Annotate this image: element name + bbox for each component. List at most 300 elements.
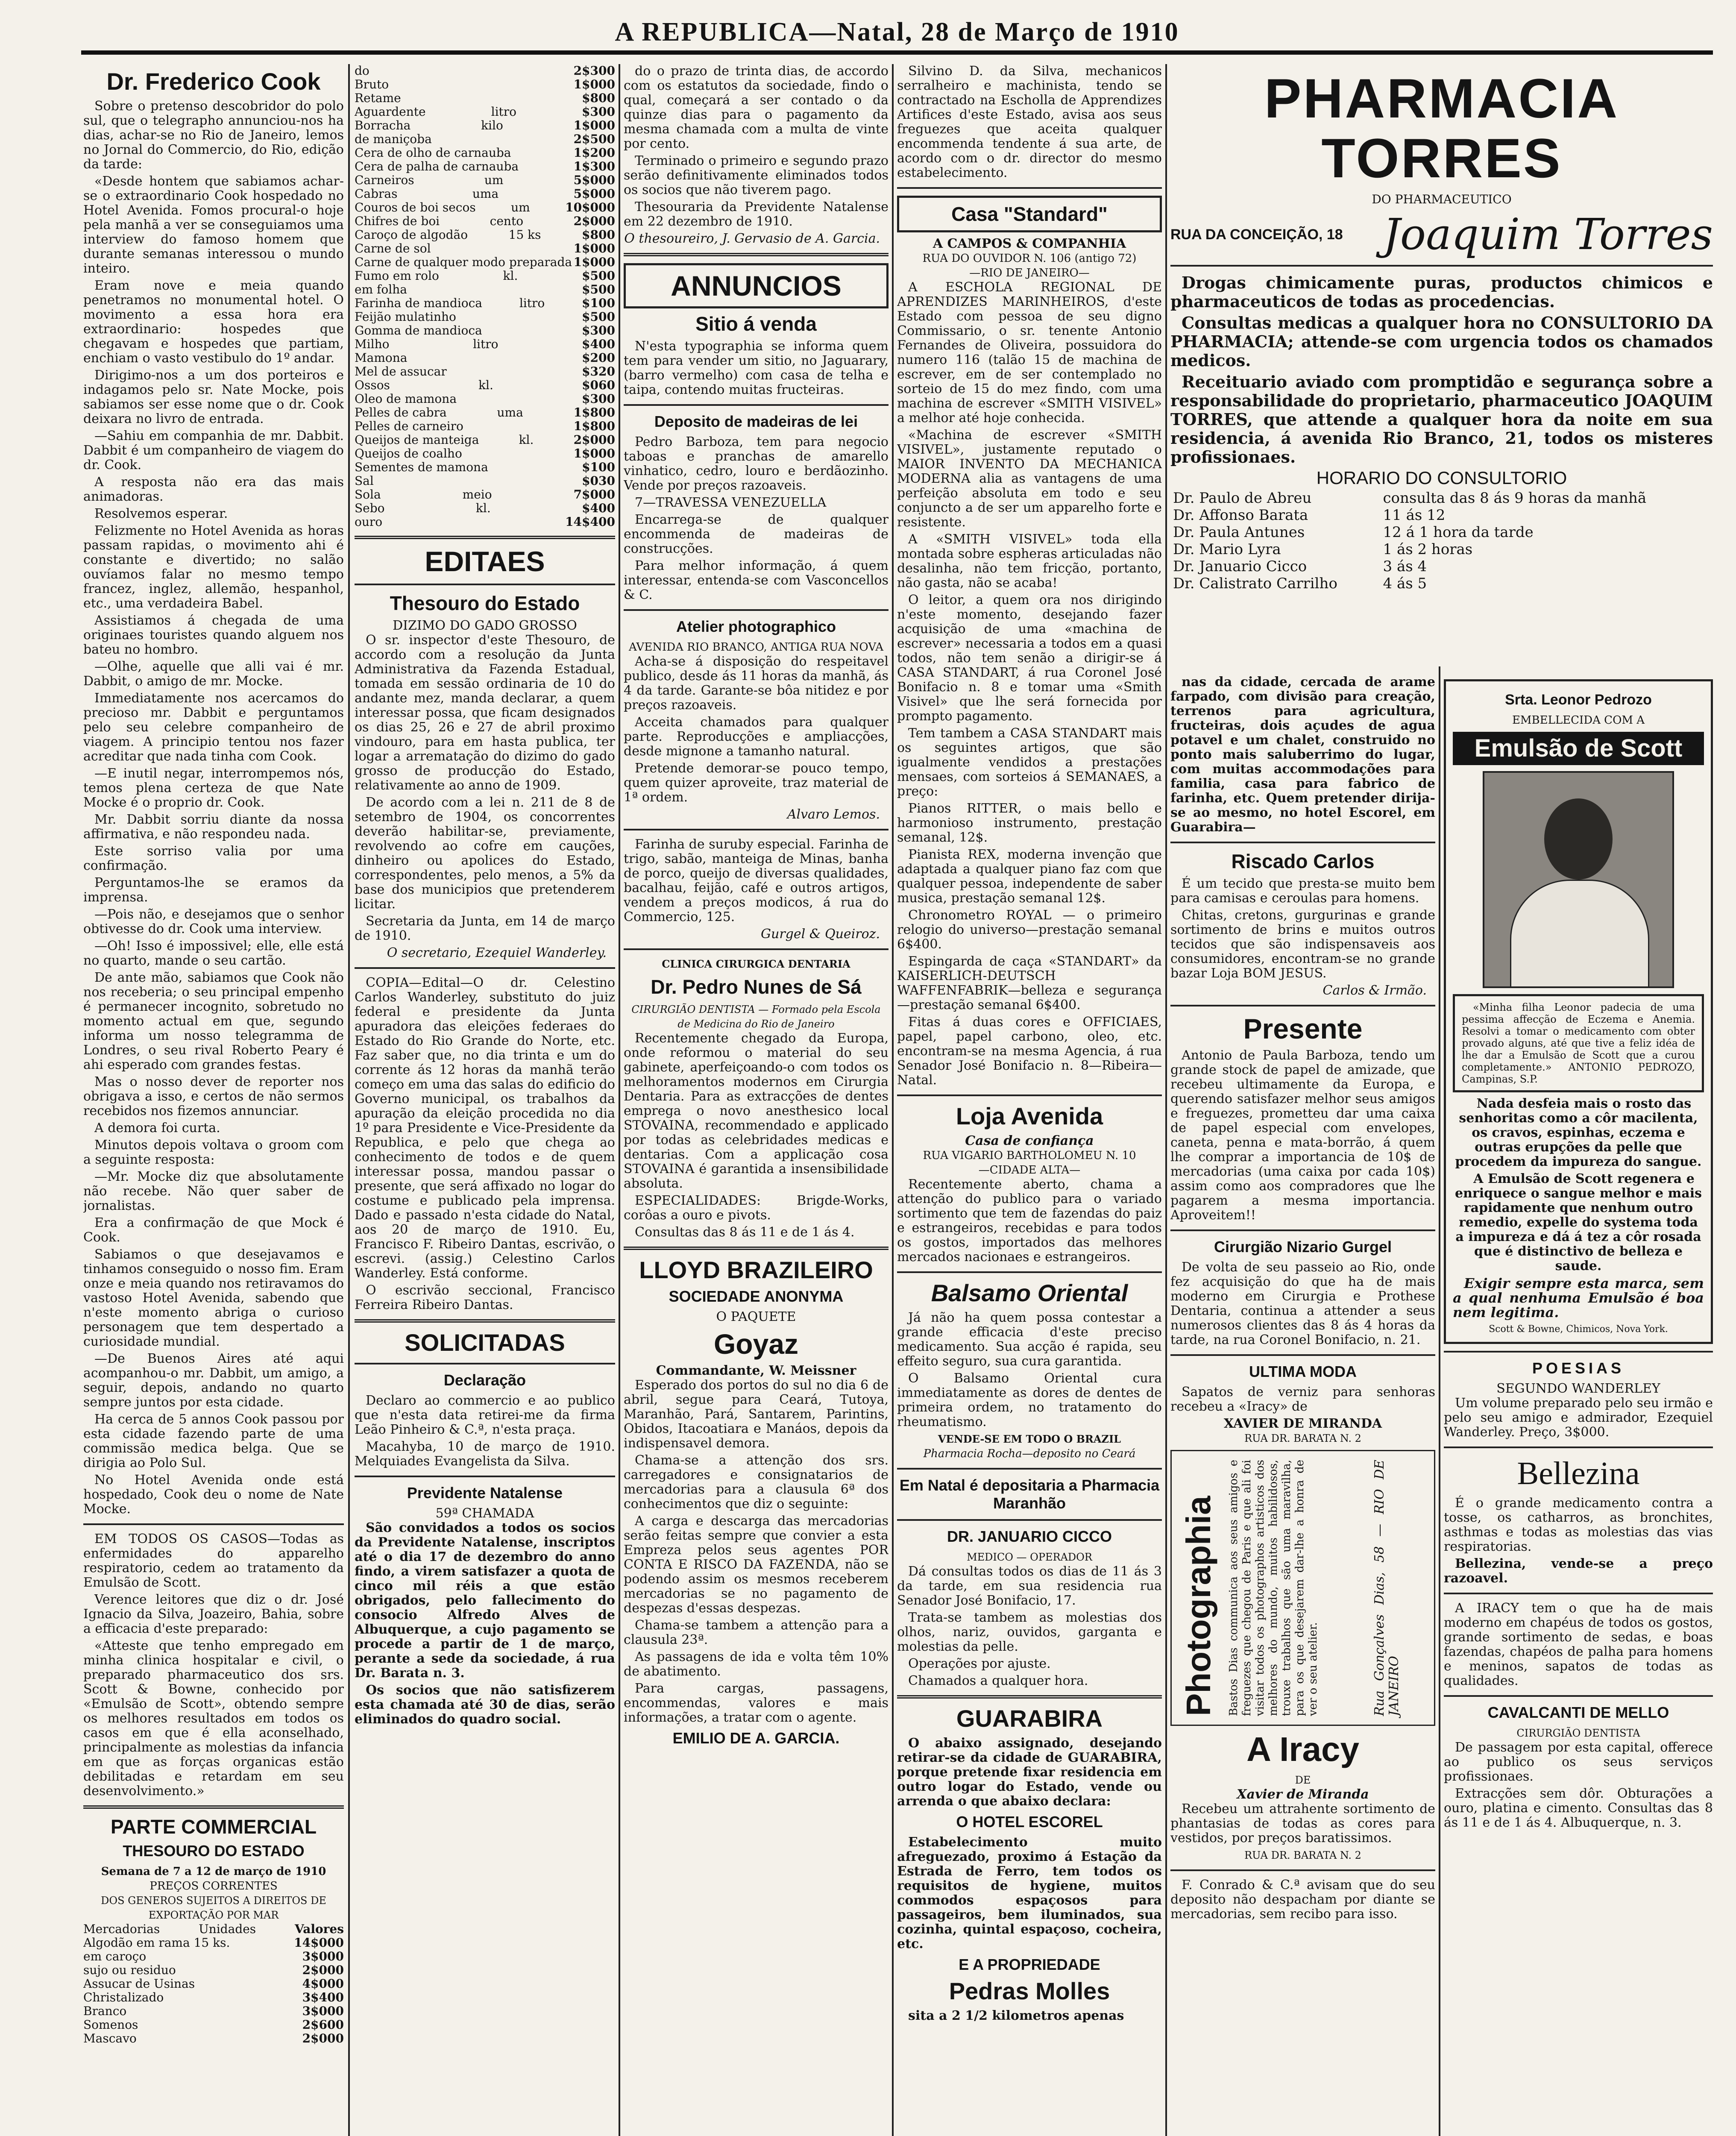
price-item: Queijos de coalho (355, 446, 462, 461)
price-value: 1$000 (573, 118, 615, 132)
deposito-heading: Deposito de madeiras de lei (654, 413, 858, 430)
price-row (355, 228, 615, 242)
divider (897, 1094, 1162, 1096)
standard-city: —RIO DE JANEIRO— (969, 267, 1090, 279)
divider (1170, 1354, 1435, 1356)
price-item: Branco (83, 2004, 127, 2018)
standard-address: RUA DO OUVIDOR N. 106 (antigo 72) (922, 252, 1137, 265)
price-item: sujo ou residuo (83, 1963, 176, 1977)
paragraph: COPIA—Edital—O dr. Celestino Carlos Wanderley, substituto do juiz federal e presidente da Junta apuradora das eleições federaes do Estado do Rio Grande do Norte, etc. Faz saber que, no dia trinta e um do corrente ás 12 horas da manhã terão começo em uma das salas do edificio do Governo municipal, os trabalhos da apuração da eleição procedida no dia 1º para Presidente e Vice-Presidente da Republica, e pelo que chega ao conhecimento de todos e de quem interessar possa, mandou passar o presente, que será affixado no logar do costume e publicado pela imprensa. Dado e passado n'esta cidade do Natal, aos 20 de março de 1910. Eu, Francisco F. Ribeiro Dantas, escrivão, o escrevi. (assig.) Celestino Carlos Wanderley. Está conforme. (355, 975, 615, 1281)
price-item: Mamona (355, 351, 408, 365)
paragraph: Os socios que não satisfizerem esta chamada até 30 de dias, serão eliminados do quadro social. (355, 1683, 615, 1727)
paragraph: —De Buenos Aires até aqui acompanhou-o mr. Dabbit, um amigo, a seguir, depois, andando no quarto sempre juntos por esta cidade. (83, 1351, 344, 1410)
portrait-dress (1510, 880, 1649, 988)
riscado-body (1170, 877, 1435, 981)
divider (1170, 265, 1713, 267)
loja-city: —CIDADE ALTA— (978, 1164, 1081, 1177)
price-row (355, 337, 615, 351)
price-item: de maniçoba (355, 132, 432, 146)
paragraph: do o prazo de trinta dias, de accordo com os estatutos da sociedade, findo o qual, começará a ser contado o da quinze dias para o pagamento da mesma chamada com a multa de vinte por cento. (624, 64, 889, 151)
pharmacia-ad (1170, 64, 1713, 671)
solicitadas-heading: SOLICITADAS (405, 1329, 565, 1356)
price-value: 2$300 (573, 64, 615, 78)
riscado-heading: Riscado Carlos (1231, 850, 1375, 872)
paragraph: Resolvemos esperar. (94, 506, 228, 521)
horario-name: Dr. Januario Cicco (1173, 558, 1307, 575)
price-row (355, 173, 615, 187)
iracy-of: DE (1295, 1774, 1311, 1786)
price-row (355, 269, 615, 283)
price-value: 1$800 (573, 405, 615, 420)
price-unit: kl. (519, 433, 534, 447)
price-item: Ossos (355, 378, 390, 392)
paragraph: Acceita chamados para qualquer parte. Reproducções e ampliacções, desde mignone a tamanho natural. (624, 715, 889, 759)
price-item: Caroço de algodão (355, 228, 468, 242)
ultima-heading: ULTIMA MODA (1249, 1363, 1357, 1380)
paragraph: A Emulsão de Scott regenera e enriquece o sangue melhor e mais rapidamente que nenhum outro remedio, expelle do systema toda a impureza e dá á tez a côr rosada que é distinctivo de belleza e saude. (1455, 1171, 1702, 1273)
price-item: Sal (355, 474, 374, 488)
photographia-ad (1170, 1450, 1435, 1726)
copia-edital (355, 976, 615, 1312)
divider (1170, 1869, 1435, 1871)
horario-row (1170, 558, 1713, 575)
column-2 (355, 64, 615, 2136)
balsamo-body (897, 1311, 1162, 1429)
price-row (355, 406, 615, 420)
horario-hours: 11 ás 12 (1383, 507, 1446, 524)
lloyd-body (624, 1378, 889, 1725)
hotel-heading: O HOTEL ESCOREL (956, 1813, 1103, 1831)
divider (897, 187, 1162, 189)
lloyd-heading: LLOYD BRAZILEIRO (639, 1256, 873, 1283)
price-item: Mascavo (83, 2031, 137, 2045)
paragraph: Pretende demorar-se pouco tempo, quem quizer aproveite, traz material de 1ª ordem. (624, 761, 889, 805)
horario-hours: 4 ás 5 (1383, 575, 1427, 592)
price-row (83, 1977, 344, 1991)
price-item: Sementes de mamona (355, 460, 488, 474)
paragraph: O Balsamo Oriental cura immediatamente as dores de dentes de primeira ordem, no tratamento do rheumatismo. (897, 1371, 1162, 1429)
paragraph: Pianos RITTER, o mais bello e harmonioso instrumento, prestação semanal, 12$. (897, 801, 1162, 845)
loja-subtitle: Casa de confiança (965, 1133, 1094, 1148)
riscado-signature: Carlos & Irmão. (1323, 983, 1427, 998)
agent-signature: EMILIO DE A. GARCIA. (672, 1729, 840, 1747)
price-item: Carne de sol (355, 241, 431, 255)
price-row (83, 2004, 344, 2018)
pharmacia-owner-line (1170, 211, 1713, 258)
paragraph: Este sorriso valia por uma confirmação. (83, 844, 344, 873)
price-item: Mel de assucar (355, 364, 447, 378)
ultima-address: RUA DR. BARATA N. 2 (1244, 1432, 1361, 1444)
paragraph: Receituario aviado com promptidão e segurança sobre a responsabilidade do proprietario, pharmaceutico JOAQUIM TORRES, que attende a qualquer hora da noite em sua residencia, á avenida Rio Branco, 21, todos os misteres profissionaes. (1170, 372, 1713, 467)
poesias-body: Um volume preparado pelo seu irmão e pelo seu amigo e admirador, Ezequiel Wanderley. Preço, 3$000. (1444, 1396, 1713, 1440)
sociedade-label: SOCIEDADE ANONYMA (669, 1288, 844, 1305)
divider (355, 1363, 615, 1364)
pharmacia-heading: PHARMACIA TORRES (1264, 67, 1619, 189)
paragraph: Acha-se á disposição do respeitavel publico, desde ás 11 horas da manhã, ás 4 da tarde. Garante-se bôa nitidez e por preços razoaveis. (624, 654, 889, 713)
previdente-body (355, 1521, 615, 1727)
price-item: Algodão em rama 15 ks. (83, 1936, 230, 1950)
previdente-continued (624, 64, 889, 229)
divider (624, 404, 889, 406)
paragraph: «Desde hontem que sabiamos achar-se o extraordinario Cook hospedado no Hotel Avenida. Fomos procural-o hoje pela manhã a ver se conseguiamos uma interview do famoso homem que durante semanas interessou o mundo inteiro. (83, 174, 344, 276)
price-unit: uma (472, 187, 499, 201)
paragraph: Drogas chimicamente puras, productos chimicos e pharmaceuticos de todas as procedencias. (1170, 273, 1713, 311)
price-item: Couros de boi secos (355, 200, 476, 214)
price-item: Sola (355, 487, 381, 502)
price-value: 4$000 (302, 1977, 344, 1991)
divider (1170, 1229, 1435, 1231)
pedras-heading: Pedras Molles (949, 1978, 1110, 2004)
divider (1170, 842, 1435, 843)
horario-hours: 1 ás 2 horas (1383, 541, 1473, 558)
price-unit: um (511, 200, 530, 214)
paragraph: F. Conrado & C.ª avisam que do seu deposito não despacham por diante se mercadorias, sem recibo para isso. (1170, 1878, 1435, 1922)
prices-label: PREÇOS CORRENTES (150, 1880, 278, 1892)
paragraph: «Machina de escrever «SMITH VISIVEL», justamente reputado o MAIOR INVENTO DA MECHANICA MODERNA alia as vantagens de uma perfeição absoluta em todo e seu conjuncto a de ser um apparelho forte e resistente. (897, 428, 1162, 530)
horario-hours: 3 ás 4 (1383, 558, 1427, 575)
divider (897, 1468, 1162, 1470)
poesias-heading: POESIAS (1532, 1359, 1625, 1377)
price-value: 5$000 (573, 173, 615, 187)
scott-product: Emulsão de Scott (1453, 732, 1704, 765)
horario-name: Dr. Paulo de Abreu (1173, 490, 1312, 507)
price-table-header (83, 1922, 344, 1936)
price-value: 1$000 (573, 255, 615, 269)
price-item: do (355, 64, 369, 78)
horario-name: Dr. Mario Lyra (1173, 541, 1281, 558)
column-4 (897, 64, 1162, 2136)
price-row (355, 515, 615, 529)
masthead: A REPUBLICA—Natal, 28 de Março de 1910 (615, 18, 1179, 47)
divider (1444, 1695, 1713, 1697)
price-value: $300 (582, 392, 615, 406)
price-row (355, 488, 615, 502)
price-row (355, 392, 615, 406)
column-rule (1165, 64, 1167, 2136)
scott-name: Srta. Leonor Pedrozo (1505, 692, 1652, 708)
pharmacia-subtitle: DO PHARMACEUTICO (1372, 192, 1512, 206)
price-item: Retame (355, 91, 401, 105)
price-unit: litro (519, 296, 545, 310)
paragraph: De ante mão, sabiamos que Cook não nos receberia; o seu principal empenho é permanecer incognito, sobretudo no momento actual em que, segundo informa um nosso telegramma de Londres, o seu rival Roberto Peary é ahi esperado com grandes festas. (83, 970, 344, 1072)
price-value: $800 (582, 228, 615, 242)
pharmacia-body (1170, 273, 1713, 467)
balsamo-heading: Balsamo Oriental (931, 1279, 1128, 1306)
price-row (355, 242, 615, 255)
price-item: Chifres de boi (355, 214, 440, 228)
ultima-name: XAVIER DE MIRANDA (1223, 1416, 1382, 1431)
guarabira-body: O abaixo assignado, desejando retirar-se da cidade de GUARABIRA, porque pretende fixar residencia em outro logar do Estado, vende ou arrenda o que abaixo declara: (897, 1736, 1162, 1809)
emulsion-article (83, 1532, 344, 1799)
price-value: 1$000 (573, 446, 615, 461)
paragraph: Consultas das 8 ás 11 e de 1 ás 4. (635, 1225, 855, 1240)
price-item: Carneiros (355, 173, 414, 187)
paragraph: Encarrega-se de qualquer encommenda de madeiras de construcções. (624, 512, 889, 556)
price-row (355, 502, 615, 515)
scott-emulsion-ad (1444, 679, 1713, 1344)
paragraph: Trata-se tambem as molestias dos olhos, nariz, ouvidos, garganta e molestias da pelle. (897, 1610, 1162, 1654)
price-row (83, 1991, 344, 2004)
loja-heading: Loja Avenida (956, 1103, 1103, 1130)
portrait-illustration (1483, 771, 1674, 988)
paragraph: Immediatamente nos acercamos do precioso mr. Dabbit e perguntamos pelo seu celebre companheiro de viagem. A principio tentou nos fazer acreditar que nada tinha com Cook. (83, 691, 344, 764)
paragraph: Mr. Dabbit sorriu diante da nossa affirmativa, e não respondeu nada. (83, 812, 344, 842)
price-item: Cabras (355, 187, 398, 201)
price-value: 1$000 (573, 77, 615, 91)
paragraph: Fitas á duas cores e OFFICIAES, papel, papel carbono, oleo, etc. encontram-se na mesma Agencia, á rua Senador José Bonifacio n. 8—Ribeira—Natal. (897, 1015, 1162, 1088)
paragraph: Para melhor informação, á quem interessar, entenda-se com Vasconcellos & C. (624, 558, 889, 602)
price-row (355, 91, 615, 105)
column-1 (83, 64, 344, 2136)
paragraph: Chitas, cretons, gurgurinas e grande sortimento de brins e muitos outros tecidos que são indispensaveis aos consumidores, encontram-se no grande bazar Loja BOM JESUS. (1170, 908, 1435, 981)
price-item: Farinha de mandioca (355, 296, 483, 310)
price-value: $800 (582, 91, 615, 105)
poesias-author: SEGUNDO WANDERLEY (1496, 1381, 1660, 1396)
thesouro-heading: Thesouro do Estado (390, 592, 580, 614)
column-3 (624, 64, 889, 2136)
price-value: 2$000 (573, 433, 615, 447)
horario-name: Dr. Calistrato Carrilho (1173, 575, 1337, 592)
price-item: Queijos de manteiga (355, 433, 479, 447)
paragraph: Para cargas, passagens, encommendas, valores e mais informações, a tratar com o agente. (624, 1681, 889, 1725)
paragraph: 7—TRAVESSA VENEZUELLA (635, 495, 827, 510)
atelier-address: AVENIDA RIO BRANCO, ANTIGA RUA NOVA (628, 641, 884, 654)
price-row (83, 1963, 344, 1977)
commercial-heading: PARTE COMMERCIAL (110, 1816, 317, 1838)
paragraph: As passagens de ida e volta têm 10% de abatimento. (624, 1649, 889, 1679)
paragraph: Pianista REX, moderna invenção que adaptada a qualquer piano faz com que qualquer pessoa, independente de saber musica, prestação semanal 12$. (897, 847, 1162, 906)
paragraph: EM TODOS OS CASOS—Todas as enfermidades do apparelho respiratorio, cedem ao tratamento da Emulsão de Scott. (83, 1532, 344, 1590)
price-value: 1$800 (573, 419, 615, 433)
price-value: $500 (582, 282, 615, 296)
paragraph: Terminado o primeiro e segundo prazo serão definitivamente eliminados todos os socios que não tiverem pago. (624, 153, 889, 197)
article-title-cook: Dr. Frederico Cook (106, 68, 321, 95)
paragraph: —Sahiu em companhia de mr. Dabbit. Dabbit é um companheiro de viagem do dr. Cook. (83, 428, 344, 472)
price-value: 7$000 (573, 487, 615, 502)
balsamo-pharmacy: Pharmacia Rocha—deposito no Ceará (923, 1447, 1136, 1460)
price-row (355, 324, 615, 337)
horario-row (1170, 507, 1713, 524)
paragraph: Perguntamos-lhe se eramos da imprensa. (83, 875, 344, 905)
price-item: Assucar de Usinas (83, 1977, 195, 1991)
paragraph: Era a confirmação de que Mock é Cook. (83, 1215, 344, 1245)
price-value: $300 (582, 323, 615, 337)
paragraph: Dá consultas todos os dias de 11 ás 3 da tarde, em sua residencia rua Senador José Bonifacio, 17. (897, 1564, 1162, 1608)
price-value: 2$000 (302, 1963, 344, 1977)
paragraph: Chamados a qualquer hora. (908, 1673, 1088, 1688)
presente-heading: Presente (1243, 1013, 1363, 1045)
paragraph: Ha cerca de 5 annos Cook passou por esta cidade fazendo parte de uma commissão medica belga. Que se dirigia ao Polo Sul. (83, 1412, 344, 1470)
price-item: Milho (355, 337, 390, 351)
paragraph: Declaro ao commercio e ao publico que n'esta data retirei-me da firma Leão Pinheiro & C.ª, n'esta praça. (355, 1393, 615, 1437)
paragraph: Felizmente no Hotel Avenida as horas passam rapidas, o movimento ahi é constante e divertido; no salão ouvíamos falar no mesmo tempo francez, inglez, allemão, hespanhol, etc., uma verdadeira Babel. (83, 523, 344, 611)
propriedade-heading: E A PROPRIEDADE (959, 1956, 1100, 1973)
paragraph: No Hotel Avenida onde está hospedado, Cook deu o nome de Nate Mocke. (83, 1473, 344, 1517)
cavalcanti-more: Extracções sem dôr. Obturações a ouro, platina e cimento. Consultas das 8 ás 11 e de 1 ás 4. Albuquerque, n. 3. (1444, 1786, 1713, 1830)
price-table (83, 1936, 344, 2045)
paragraph: Chama-se a attenção dos srs. carregadores e consignatarios de mercadorias para a clausula 6ª dos conhecimentos que diz o seguinte: (624, 1453, 889, 1511)
pharmacia-owner: Joaquim Torres (1383, 209, 1713, 259)
price-row (355, 105, 615, 119)
paragraph: Já não ha quem possa contestar a grande efficacia d'este preciso medicamento. Sua acção é rapida, seu effeito seguro, sua cura garantida. (897, 1310, 1162, 1369)
price-row (355, 351, 615, 365)
horario-row (1170, 524, 1713, 541)
paragraph: Minutos depois voltava o groom com a seguinte resposta: (83, 1138, 344, 1167)
price-row (355, 255, 615, 269)
gurgel-body: De volta de seu passeio ao Rio, onde fez acquisição do que ha de mais moderno em Cirurgia e Prothese Dentaria, continua a attender a seus numerosos clientes das 8 ás 4 horas da tarde, na rua Coronel Bonifacio, n. 21. (1170, 1260, 1435, 1347)
price-row (83, 1950, 344, 1963)
column-7 (1444, 675, 1713, 2136)
horario-table (1170, 490, 1713, 592)
price-row (355, 187, 615, 201)
column-rule (1439, 666, 1440, 2136)
paragraph: O escrivão seccional, Francisco Ferreira Ribeiro Dantas. (355, 1283, 615, 1312)
price-unit: kilo (481, 118, 503, 132)
paragraph: São convidados a todos os socios da Previdente Natalense, inscriptos até o dia 17 de dezembro do anno findo, a virem satisfazer a quota de cinco mil réis a que estão obrigados, pelo fallecimento do consocio Alfredo Alves de Albuquerque, a cujo pagamento se procede a partir de 1 de março, perante a sede da sociedade, á rua Dr. Barata n. 3. (355, 1520, 615, 1681)
price-item: Sebo (355, 501, 385, 515)
divider (624, 829, 889, 830)
price-row (355, 283, 615, 296)
price-item: Christalizado (83, 1990, 164, 2004)
price-unit: litro (491, 105, 517, 119)
clinica-label: CLINICA CIRURGICA DENTARIA (662, 958, 850, 970)
previdente-heading: Previdente Natalense (407, 1484, 563, 1502)
price-value: 5$000 (573, 187, 615, 201)
declaracao-heading: Declaração (443, 1371, 526, 1389)
farinha-signature: Gurgel & Queiroz. (761, 927, 880, 942)
ultima-body: Sapatos de verniz para senhoras recebeu a «Iracy» de (1170, 1385, 1435, 1414)
clinica-body (624, 1031, 889, 1240)
cicco-heading: DR. JANUARIO CICCO (947, 1528, 1112, 1545)
price-unit: cento (490, 214, 524, 228)
horario-row (1170, 490, 1713, 507)
presente-body: Antonio de Paula Barboza, tendo um grande stock de papel de amizade, que recebeu ultimamente da Europa, e querendo satisfazer melhor seus amigos e freguezes, prometteu dar uma caixa de papel especial com envelopes, caneta, penna e mata-borrão, á quem lhe comprar a importancia de 10$ de mercadorias (uma caixa por cada 10$) assim como aos compradores que lhe pagarem a mesma importancia. Aproveitem!! (1170, 1048, 1435, 1223)
horario-hours: 12 á 1 hora da tarde (1383, 524, 1534, 541)
masthead-rule (81, 50, 1713, 55)
divider (1444, 1593, 1713, 1594)
paragraph: —E inutil negar, interrompemos nós, temos plena certeza de que Nate Mocke é o proprio dr. Cook. (83, 766, 344, 810)
price-row (355, 447, 615, 461)
farinha-body: Farinha de suruby especial. Farinha de trigo, sabão, manteiga de Minas, banha de porco, queijo de diversas qualidades, bacalhau, feijão, café e outros artigos, vendem a preços modicos, á rua do Commercio, 125. (624, 837, 889, 924)
dizimo-body (355, 633, 615, 943)
price-row (355, 296, 615, 310)
header-units: Unidades (199, 1922, 256, 1936)
clinica-heading: Dr. Pedro Nunes de Sá (651, 976, 862, 998)
treasury-week: Semana de 7 a 12 de março de 1910 (101, 1865, 326, 1878)
pedras-body: sita a 2 1/2 kilometros apenas (908, 2008, 1124, 2023)
balsamo-sale: VENDE-SE EM TODO O BRAZIL (938, 1433, 1121, 1445)
paragraph: Chronometro ROYAL — o primeiro relogio do universo—prestação semanal 6$400. (897, 908, 1162, 952)
paragraph: Esperado dos portos do sul no dia 6 de abril, segue para Ceará, Tutoya, Maranhão, Pará, Santarem, Parintins, Obidos, Itacoatiara e Manáos, depois da indispensavel demora. (624, 1378, 889, 1451)
price-unit: um (484, 173, 504, 187)
divider (355, 1476, 615, 1477)
price-row (355, 365, 615, 378)
paragraph: Pedro Barboza, tem para negocio taboas e pranchas de amarello vinhatico, cedro, louro e berdãozinho. Vende por preços razoaveis. (624, 434, 889, 493)
price-value: $300 (582, 105, 615, 119)
paragraph: Thesouraria da Previdente Natalense em 22 dezembro de 1910. (624, 200, 889, 229)
paragraph: É um tecido que presta-se muito bem para camisas e ceroulas para homens. (1170, 876, 1435, 906)
dizimo-signature: O secretario, Ezequiel Wanderley. (387, 945, 607, 960)
paragraph: «Atteste que tenho empregado em minha clinica hospitalar e civil, o preparado pharmaceutico dos srs. Scott & Bowne, conhecido por «Emulsão de Scott», obtendo sempre os melhores resultados em todos os casos em que é ella aconselhado, principalmente as molestias da infancia em que as forças organicas estão debilitadas e retardam em seu desenvolvimento.» (83, 1638, 344, 1799)
paragraph: Operações por ajuste. (908, 1656, 1051, 1671)
paragraph: Sobre o pretenso descobridor do polo sul, que o telegrapho annunciou-nos ha dias, achar-se no Rio de Janeiro, lemos no Jornal do Commercio, do Rio, edição da tarde: (83, 99, 344, 172)
divider (624, 609, 889, 611)
column-rule (892, 64, 894, 2136)
price-item: em caroço (83, 1949, 147, 1963)
photographia-address: Rua Gonçalves Dias, 58 — RIO DE JANEIRO (1372, 1460, 1402, 1716)
price-item: Carne de qualquer modo preparada (355, 255, 572, 269)
price-row (83, 1936, 344, 1950)
header-values: Valores (295, 1922, 344, 1936)
price-row (355, 310, 615, 324)
paragraph: —Mr. Mocke diz que absolutamente não recebe. Não quer saber de jornalistas. (83, 1169, 344, 1213)
paragraph: A demora foi curta. (94, 1121, 220, 1135)
price-value: 2$500 (573, 132, 615, 146)
price-value: $400 (582, 337, 615, 351)
divider (355, 1319, 615, 1323)
atelier-signature: Alvaro Lemos. (787, 807, 880, 822)
paragraph: Recentemente chegado da Europa, onde reformou o material do seu gabinete, aperfeiçoando-o com todos os melhoramentos modernos em Cirurgia Dentaria. Para as extracções de dentes emprega o novo anesthesico local STOVAINA, recommendado e applicado por todas as celebridades medicas e dentarias. Com a applicação cosa STOVAINA é garantida a insensibilidade absoluta. (624, 1031, 889, 1191)
iraci-body: A IRACY tem o que ha de mais moderno em chapéus de todos os gostos, grande sortimento de sedas, e boas fazendas, chapéos de palha para homens e meninos, sapatos de todas as qualidades. (1444, 1601, 1713, 1688)
photographia-heading: Photographia (1179, 1496, 1217, 1716)
paragraph: —Pois não, e desejamos que o senhor obtivesse do dr. Cook uma interview. (83, 907, 344, 936)
price-item: Somenos (83, 2018, 138, 2032)
price-value: 2$600 (302, 2018, 344, 2032)
guarabira-continued: nas da cidade, cercada de arame farpado, com divisão para creação, terrenos para agricultura, fructeiras, dois açudes de agua potavel e um chalet, construido no ponto mais saluberrimo do lugar, com muitas accommodações para familia, casa para fabrico de farinha, etc. Quem pretender dirija-se ao mesmo, no hotel Escorel, em Guarabira— (1170, 675, 1435, 835)
silvino-notice (897, 64, 1162, 180)
divider (1170, 1005, 1435, 1006)
paragraph: O leitor, a quem ora nos dirigindo n'este momento, desejando fazer acquisição de uma «machina de escrever» necessaria a todos em a quasi todos, não tem senão a dirigir-se á CASA STANDART, á rua Coronel José Bonifacio n. 8 e tomar uma «Smith Visivel» que lhe será fornecida por prompto pagamento. (897, 593, 1162, 724)
divider (1444, 1351, 1713, 1353)
price-value: 1$000 (573, 241, 615, 255)
price-value: 2$000 (302, 2031, 344, 2045)
paragraph: Chama-se tambem a attenção para a clausula 23ª. (624, 1618, 889, 1647)
column-rule (619, 64, 620, 2136)
dizimo-heading: DIZIMO DO GADO GROSSO (393, 618, 577, 633)
paragraph: A carga e descarga das mercadorias serão feitas sempre que convier a esta Empreza pelos seus agentes POR CONTA E RISCO DA FAZENDA, não se podendo assim os mesmos receberem mercadorias se no pagamento de despezas d'essas despezas. (624, 1514, 889, 1616)
price-unit: meio (462, 487, 492, 502)
price-unit: litro (473, 337, 499, 351)
annuncios-heading: ANNUNCIOS (624, 263, 889, 308)
price-value: $400 (582, 501, 615, 515)
conrado-notice (1170, 1878, 1435, 1922)
price-row (355, 160, 615, 173)
horario-heading: HORARIO DO CONSULTORIO (1316, 468, 1567, 488)
prices-note: DOS GENEROS SUJEITOS A DIREITOS DE EXPORTAÇÃO POR MAR (101, 1895, 326, 1921)
price-item: ouro (355, 515, 383, 529)
deposito-body (624, 435, 889, 602)
price-table-continued (355, 64, 615, 529)
photographia-body: Bastos Dias communica aos seus amigos e freguezes que chegou de Paris e que ali foi visitar todos os photographos artisticos dos melhores do mundo, muitos habilidosos, trouxe trabalhos que são uma maravilha, para os que desejarem dar-lhe a honra de ver o seu atelier. (1227, 1460, 1320, 1716)
deposit-heading: Em Natal é depositaria a Pharmacia Maranhão (899, 1476, 1160, 1512)
horario-hours: consulta das 8 ás 9 horas da manhã (1383, 490, 1647, 507)
divider (624, 948, 889, 950)
divider (355, 584, 615, 585)
hotel-body: Estabelecimento muito afreguezado, proximo á Estação da Estrada de Ferro, tem todos os requisitos de hygiene, muitos commodos espaçosos para passageiros, bem iluminados, sua cozinha, quintal espaçoso, cocheira, etc. (897, 1835, 1162, 1951)
price-value: $100 (582, 460, 615, 474)
price-value: 3$000 (302, 1949, 344, 1963)
treasurer-signature: O thesoureiro, J. Gervasio de A. Garcia. (624, 231, 880, 246)
price-value: 2$000 (573, 214, 615, 228)
declaracao-body (355, 1394, 615, 1469)
horario-row (1170, 541, 1713, 558)
price-row (355, 146, 615, 160)
gurgel-heading: Cirurgião Nizario Gurgel (1214, 1238, 1392, 1256)
paragraph: —Olhe, aquelle que alli vai é mr. Dabbit, o amigo de mr. Mocke. (83, 659, 344, 689)
bellezina-line: Bellezina, vende-se a preço razoavel. (1444, 1556, 1713, 1586)
atelier-heading: Atelier photographico (676, 618, 836, 635)
price-unit: kl. (503, 269, 518, 283)
